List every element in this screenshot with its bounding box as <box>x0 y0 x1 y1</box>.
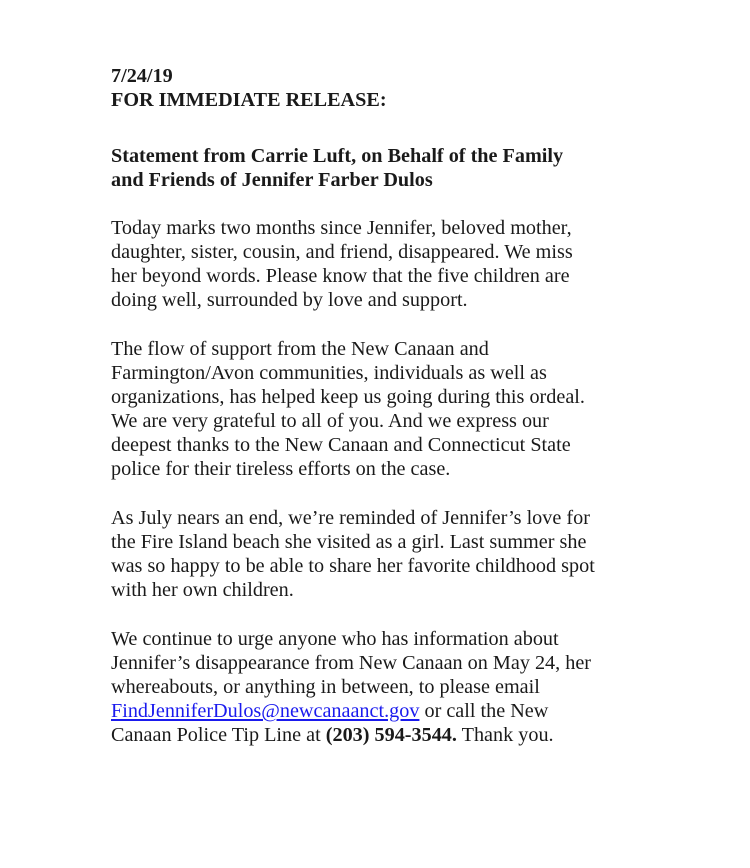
paragraph-1 <box>111 216 711 312</box>
text-line: We continue to urge anyone who has information about <box>111 628 559 650</box>
text-line: doing well, surrounded by love and support. <box>111 289 468 311</box>
text-line <box>111 699 711 723</box>
text-line: police for their tireless efforts on the case. <box>111 458 451 480</box>
press-release <box>111 64 711 747</box>
text-line: was so happy to be able to share her favorite childhood spot <box>111 555 595 577</box>
text-line: whereabouts, or anything in between, to please email <box>111 676 540 698</box>
closing-text: Thank you. <box>456 724 554 746</box>
headline-line: and Friends of Jennifer Farber Dulos <box>111 169 433 191</box>
text-fragment: Canaan Police Tip Line at <box>111 724 326 746</box>
text-line: Jennifer’s disappearance from New Canaan on May 24, her <box>111 652 592 674</box>
text-line: organizations, has helped keep us going during this ordeal. <box>111 386 585 408</box>
text-line: daughter, sister, cousin, and friend, disappeared. We miss <box>111 241 573 263</box>
text-line: Today marks two months since Jennifer, beloved mother, <box>111 217 572 239</box>
paragraph-3 <box>111 506 711 602</box>
paragraph-2 <box>111 337 711 481</box>
text-line: We are very grateful to all of you. And we express our <box>111 410 549 432</box>
release-header <box>111 64 711 112</box>
headline-line: Statement from Carrie Luft, on Behalf of the Family <box>111 145 564 167</box>
text-line: the Fire Island beach she visited as a girl. Last summer she <box>111 531 587 553</box>
text-line: As July nears an end, we’re reminded of Jennifer’s love for <box>111 507 590 529</box>
release-date: 7/24/19 <box>111 65 173 87</box>
text-line: her beyond words. Please know that the five children are <box>111 265 570 287</box>
text-line: deepest thanks to the New Canaan and Connecticut State <box>111 434 571 456</box>
paragraph-4 <box>111 627 711 747</box>
text-line: The flow of support from the New Canaan and <box>111 338 489 360</box>
statement-headline <box>111 144 711 192</box>
text-fragment: or call the New <box>419 700 549 722</box>
text-line <box>111 723 711 747</box>
tip-email-link[interactable]: FindJenniferDulos@newcanaanct.gov <box>111 700 420 722</box>
text-line: with her own children. <box>111 579 294 601</box>
release-label: FOR IMMEDIATE RELEASE: <box>111 89 387 111</box>
tip-line-phone: (203) 594-3544. <box>325 724 457 746</box>
text-line: Farmington/Avon communities, individuals as well as <box>111 362 547 384</box>
